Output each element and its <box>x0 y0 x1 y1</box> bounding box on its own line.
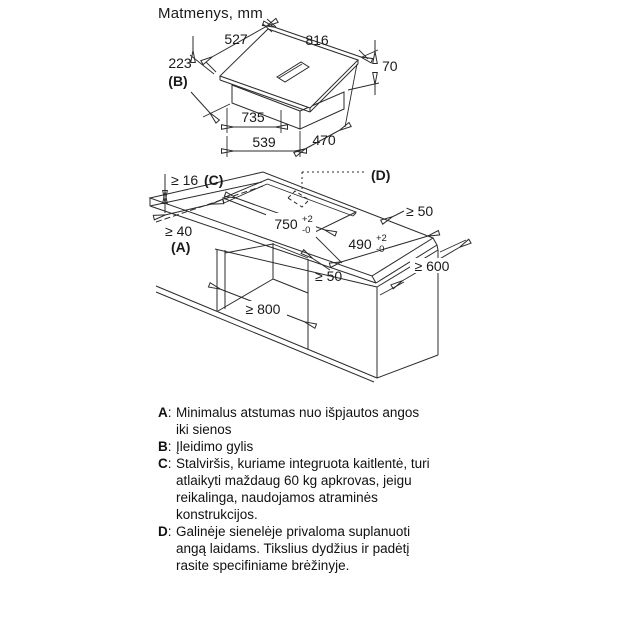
legend-text: Įleidimo gylis <box>176 439 254 454</box>
label-min16: ≥ 16 <box>171 172 199 188</box>
legend <box>158 404 478 574</box>
label-A-ref: (A) <box>171 239 191 255</box>
label-223: 223 <box>168 55 192 71</box>
page-title: Matmenys, mm <box>158 5 263 22</box>
label-70: 70 <box>382 58 398 74</box>
legend-item-B <box>158 438 478 455</box>
label-750-tol-minus: -0 <box>302 225 311 236</box>
label-816: 816 <box>305 32 329 48</box>
legend-text: atlaikyti maždaug 60 kg apkrovas, jeigu <box>176 473 412 488</box>
label-527: 527 <box>224 31 248 47</box>
label-750-tol-plus: +2 <box>302 214 313 225</box>
legend-text: Galinėje sienelėje privaloma suplanuoti <box>176 524 411 539</box>
legend-key-D: D: <box>158 524 172 539</box>
legend-text: rasite specifiniame brėžinyje. <box>176 558 350 573</box>
legend-key-A: A: <box>158 405 172 420</box>
legend-key-C: C: <box>158 456 172 471</box>
label-470: 470 <box>312 132 336 148</box>
legend-item-C <box>158 455 478 523</box>
label-min50-rear: ≥ 50 <box>406 203 434 219</box>
legend-text: Minimalus atstumas nuo išpjautos angos <box>176 405 420 420</box>
legend-item-D <box>158 523 478 574</box>
label-490-tol-plus: +2 <box>376 233 387 244</box>
label-min800: ≥ 800 <box>245 301 281 317</box>
label-490-tol-minus: -0 <box>376 244 385 255</box>
installation-drawing <box>150 167 466 382</box>
legend-text: angą laidams. Tikslius dydžius ir padėtį <box>176 541 410 556</box>
label-min40: ≥ 40 <box>165 223 193 239</box>
cabinet <box>156 243 438 382</box>
legend-item-A <box>158 404 478 438</box>
legend-text: Stalviršis, kuriame integruota kaitlentė, turi <box>176 456 430 471</box>
hob-perspective-drawing <box>168 19 398 157</box>
label-min50-front: ≥ 50 <box>315 268 343 284</box>
label-D-ref: (D) <box>371 167 391 183</box>
label-539: 539 <box>252 134 276 150</box>
legend-text: konstrukcijos. <box>176 507 258 522</box>
label-B-ref: (B) <box>168 73 188 89</box>
floor-line <box>156 286 377 378</box>
dim-rear-clearance <box>392 211 404 217</box>
label-min600: ≥ 600 <box>414 258 450 274</box>
label-490: 490 <box>348 236 372 252</box>
legend-text: iki sienos <box>176 422 232 437</box>
label-735: 735 <box>241 109 265 125</box>
label-C-ref: (C) <box>204 172 224 188</box>
label-750: 750 <box>274 216 298 232</box>
legend-text: reikalinga, naudojamos atraminės <box>176 490 378 505</box>
legend-key-B: B: <box>158 439 172 454</box>
